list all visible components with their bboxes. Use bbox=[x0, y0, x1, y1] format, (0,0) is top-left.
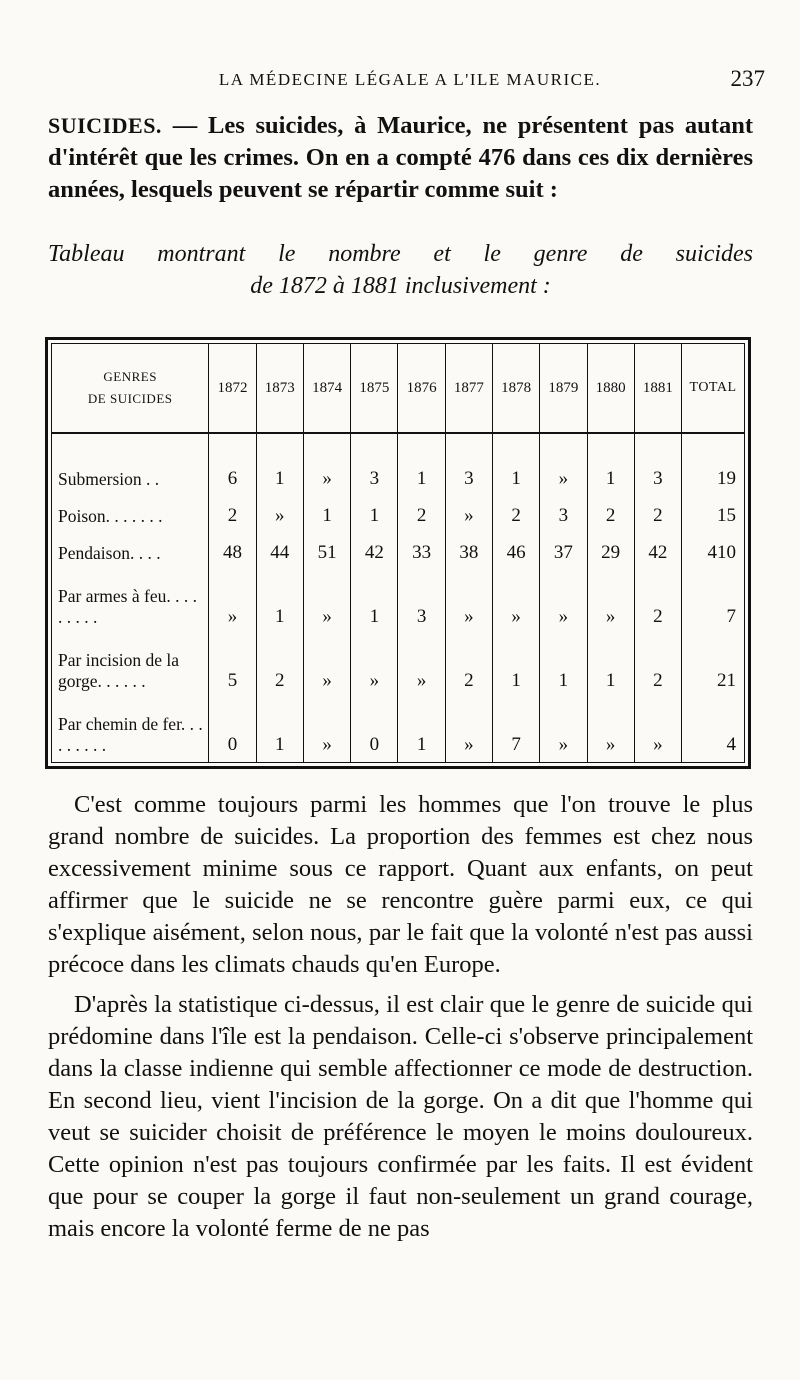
table-row bbox=[52, 496, 744, 533]
table-cell: 29 bbox=[587, 533, 634, 570]
genre-header bbox=[52, 344, 209, 433]
table-cell: 5 bbox=[209, 634, 256, 698]
table-cell: 2 bbox=[256, 634, 303, 698]
table-cell: 1 bbox=[256, 433, 303, 496]
row-total: 4 bbox=[682, 698, 744, 762]
table-cell: 6 bbox=[209, 433, 256, 496]
table-cell: 33 bbox=[398, 533, 445, 570]
row-label: Par incision de la gorge. . . . . . bbox=[58, 650, 180, 691]
paragraph-1: C'est comme toujours parmi les hommes que l'on trouve le plus grand nombre de suicides. La proportion des femmes est chez nous excessivement minime sous ce rapport. Quant aux enfants, on peut affirmer que le suicide ne se rencontre guère parmi eux, ce qui s'explique aisément, selon nous, par le fait que la volonté n'est pas aussi précoce dans les climats chauds qu'en Europe. bbox=[48, 791, 753, 978]
row-total: 21 bbox=[682, 634, 744, 698]
row-label: Pendaison. . . . bbox=[58, 543, 161, 564]
table-cell: » bbox=[540, 570, 587, 634]
table-cell: 3 bbox=[398, 570, 445, 634]
table-row bbox=[52, 698, 744, 762]
intro-paragraph bbox=[48, 110, 753, 206]
table-cell: 1 bbox=[256, 570, 303, 634]
table-row bbox=[52, 533, 744, 570]
table-cell: 48 bbox=[209, 533, 256, 570]
intro-text: — Les suicides, à Maurice, ne présentent pas autant d'intérêt que les crimes. On en a compté 476 dans ces dix dernières années, lesquels peuvent se répartir comme suit : bbox=[48, 112, 753, 203]
table-cell: » bbox=[398, 634, 445, 698]
table-cell: 1 bbox=[587, 433, 634, 496]
genre-header-line-2: DE SUICIDES bbox=[87, 391, 173, 406]
year-header: 1874 bbox=[303, 344, 350, 433]
table-cell: 1 bbox=[351, 570, 398, 634]
year-header: 1876 bbox=[398, 344, 445, 433]
table-cell: 42 bbox=[634, 533, 681, 570]
table-cell: 1 bbox=[493, 634, 540, 698]
table-cell: 46 bbox=[493, 533, 540, 570]
table-cell: 2 bbox=[634, 634, 681, 698]
table-cell: » bbox=[209, 570, 256, 634]
table-cell: » bbox=[634, 698, 681, 762]
table-cell: 51 bbox=[303, 533, 350, 570]
table-cell: 1 bbox=[540, 634, 587, 698]
table-cell: 1 bbox=[493, 433, 540, 496]
row-total: 19 bbox=[682, 433, 744, 496]
row-total: 7 bbox=[682, 570, 744, 634]
table-cell: » bbox=[493, 570, 540, 634]
year-header: 1881 bbox=[634, 344, 681, 433]
genre-header-line-1: GENRES bbox=[103, 369, 157, 384]
table-cell: 2 bbox=[493, 496, 540, 533]
table-cell: 3 bbox=[540, 496, 587, 533]
table-cell: 1 bbox=[256, 698, 303, 762]
table-cell: 1 bbox=[303, 496, 350, 533]
table-cell: » bbox=[445, 496, 492, 533]
table-cell: 2 bbox=[398, 496, 445, 533]
table-cell: 2 bbox=[445, 634, 492, 698]
table-cell: 3 bbox=[351, 433, 398, 496]
table-cell: 44 bbox=[256, 533, 303, 570]
table-cell: 3 bbox=[445, 433, 492, 496]
table-cell: 1 bbox=[398, 698, 445, 762]
table-cell: 0 bbox=[209, 698, 256, 762]
table-cell: » bbox=[256, 496, 303, 533]
statistics-table-frame bbox=[45, 337, 751, 769]
row-label: Par armes à feu. . . . . . . . . bbox=[58, 586, 197, 628]
year-header: 1878 bbox=[493, 344, 540, 433]
total-header: TOTAL bbox=[682, 344, 744, 433]
table-cell: 38 bbox=[445, 533, 492, 570]
table-cell: » bbox=[351, 634, 398, 698]
year-header: 1875 bbox=[351, 344, 398, 433]
section-lead: SUICIDES. bbox=[48, 113, 162, 138]
table-header-row bbox=[52, 344, 744, 433]
table-cell: » bbox=[303, 433, 350, 496]
year-header: 1872 bbox=[209, 344, 256, 433]
year-header: 1879 bbox=[540, 344, 587, 433]
table-cell: 2 bbox=[209, 496, 256, 533]
row-label: Par chemin de fer. . . . . . . . . bbox=[58, 714, 203, 755]
table-cell: 42 bbox=[351, 533, 398, 570]
body-text bbox=[48, 789, 753, 1245]
table-cell: 1 bbox=[587, 634, 634, 698]
table-cell: » bbox=[303, 570, 350, 634]
table-cell: » bbox=[587, 698, 634, 762]
row-total: 410 bbox=[682, 533, 744, 570]
table-cell: 3 bbox=[634, 433, 681, 496]
table-cell: 1 bbox=[351, 496, 398, 533]
table-cell: 37 bbox=[540, 533, 587, 570]
table-cell: » bbox=[445, 698, 492, 762]
table-body bbox=[52, 433, 744, 762]
row-label: Poison. . . . . . . bbox=[58, 505, 163, 526]
table-cell: » bbox=[540, 433, 587, 496]
year-header: 1873 bbox=[256, 344, 303, 433]
table-row bbox=[52, 433, 744, 496]
table-cell: 0 bbox=[351, 698, 398, 762]
table-cell: » bbox=[303, 698, 350, 762]
table-cell: 2 bbox=[634, 496, 681, 533]
year-header: 1877 bbox=[445, 344, 492, 433]
table-cell: » bbox=[303, 634, 350, 698]
table-cell: » bbox=[540, 698, 587, 762]
row-total: 15 bbox=[682, 496, 744, 533]
table-cell: » bbox=[587, 570, 634, 634]
caption-line-2: de 1872 à 1881 inclusivement : bbox=[250, 273, 551, 299]
year-header: 1880 bbox=[587, 344, 634, 433]
paragraph-2: D'après la statistique ci-dessus, il est clair que le genre de suicide qui prédomine dans l'île est la pendaison. Celle-ci s'observe principalement dans la classe indienne qui semble affectionner ce mode de destruction. En second lieu, vient l'incision de la gorge. On a dit que l'homme qui veut se suicider choisit de préférence le moyen le moins douloureux. Cette opinion n'est pas toujours confirmée par les faits. Il est évident que pour se couper la gorge il faut non-seulement un grand courage, mais encore la volonté ferme de ne pas bbox=[48, 991, 753, 1242]
row-label: Submersion . . bbox=[58, 468, 160, 489]
page-number: 237 bbox=[730, 66, 765, 91]
table-row bbox=[52, 570, 744, 634]
table-cell: 7 bbox=[493, 698, 540, 762]
caption-line-1: Tableau montrant le nombre et le genre de suicides bbox=[48, 241, 753, 267]
table-caption bbox=[48, 238, 753, 302]
table-cell: » bbox=[445, 570, 492, 634]
table-cell: 1 bbox=[398, 433, 445, 496]
table-cell: 2 bbox=[634, 570, 681, 634]
table-row bbox=[52, 634, 744, 698]
table-cell: 2 bbox=[587, 496, 634, 533]
running-title: LA MÉDECINE LÉGALE A L'ILE MAURICE. bbox=[218, 70, 602, 89]
suicides-table bbox=[52, 344, 744, 762]
